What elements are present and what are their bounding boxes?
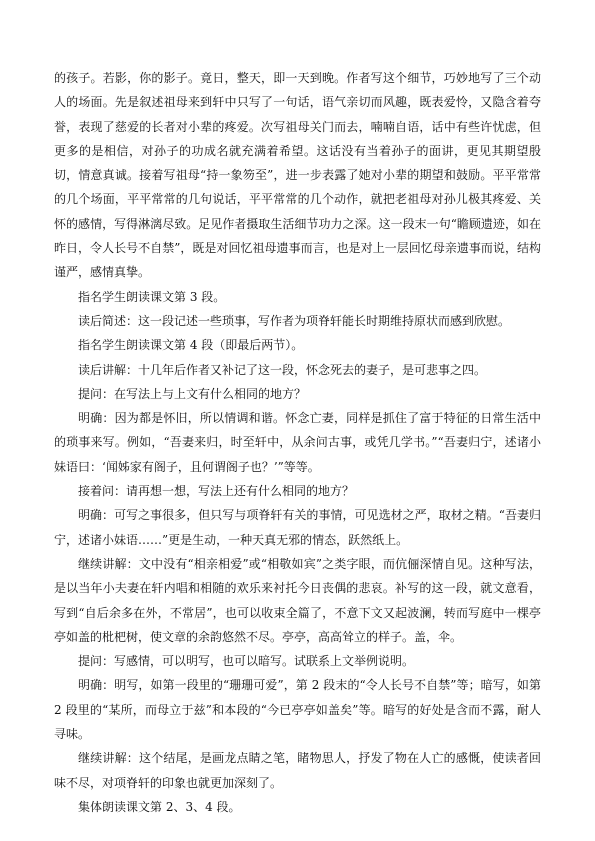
paragraph-question-3: 提问：写感情，可以明写，也可以暗写。试联系上文举例说明。 [78, 654, 415, 669]
paragraph-answer-1: 明确：因为都是怀旧，所以情调和谐。怀念亡妻，同样是抓住了富于特征的日常生活中的琐事来写。例如，“吾妻来归，时至轩中，从余问古事，或凭几学书。”“吾妻归宁，述诸小妹语曰：‘闻姊家有阁子，且何谓阁子也？’”等等。 [54, 411, 541, 474]
paragraph-question-1: 提问：在写法上与上文有什么相同的地方？ [78, 386, 307, 401]
paragraph-explanation-4: 读后讲解：十几年后作者又补记了这一段，怀念死去的妻子，是可悲事之四。 [78, 362, 487, 377]
paragraph-instruction-read-3: 指名学生朗读课文第 3 段。 [78, 289, 226, 304]
paragraph-question-2: 接着问：请再想一想，写法上还有什么相同的地方？ [78, 484, 355, 499]
paragraph-summary-3: 读后简述：这一段记述一些琐事，写作者为项脊轩能长时期维持原状而感到欣慰。 [78, 313, 511, 328]
paragraph-continuation: 的孩子。若影，你的影子。竟日，整天，即一天到晚。作者写这个细节，巧妙地写了三个动人的场面。先是叙述祖母来到轩中只写了一句话，语气亲切而风趣，既表爱怜，又隐含着夸誉，表现了慈爱的长者对小辈的疼爱。次写祖母关门而去，喃喃自语，话中有些许忧虑，但更多的是相信，对孙子的功成名就充满着希望。这话没有当着孙子的面讲，更见其期望殷切，情意真诚。接着写祖母“持一象笏至”，进一步表露了她对小辈的期望和鼓励。平平常常的几个场面，平平常常的几句说话，平平常常的几个动作，就把老祖母对孙儿极其疼爱、关怀的感情，写得淋漓尽致。足见作者摄取生活细节功力之深。这一段末一句“瞻顾遗迹，如在昨日，令人长号不自禁”，既是对回忆祖母遗事而言，也是对上一层回忆母亲遗事而说，结构谨严，感情真挚。 [54, 71, 541, 280]
paragraph-answer-2: 明确：可写之事很多，但只写与项脊轩有关的事情，可见选材之严，取材之精。“吾妻归宁，述诸小妹语……”更是生动，一种天真无邪的情态，跃然纸上。 [54, 508, 541, 547]
paragraph-explanation-continued-1: 继续讲解：文中没有“相亲相爱”或“相敬如宾”之类字眼，而伉俪深情自见。这种写法，是以当年小夫妻在轩内唱和相随的欢乐来衬托今日丧偶的悲哀。补写的这一段，就文意看，写到“自后余多在外，不常居”，也可以收束全篇了，不意下文又起波澜，转而写庭中一棵亭亭如盖的枇杷树，使文章的余韵悠然不尽。亭亭，高高耸立的样子。盖，伞。 [54, 556, 541, 644]
paragraph-answer-3: 明确：明写，如第一段里的“珊珊可爱”，第 2 段末的“令人长号不自禁”等；暗写，如第 2 段里的“某所，而母立于兹”和本段的“今已亭亭如盖矣”等。暗写的好处是含而不露，耐人寻味。 [54, 678, 541, 742]
paragraph-instruction-read-4: 指名学生朗读课文第 4 段（即最后两节）。 [78, 338, 304, 353]
paragraph-explanation-continued-2: 继续讲解：这个结尾，是画龙点睛之笔，睹物思人，抒发了物在人亡的感慨，使读者回味不尽，对项脊轩的印象也就更加深刻了。 [54, 751, 541, 790]
paragraph-instruction-group-read: 集体朗读课文第 2、3、4 段。 [78, 799, 241, 814]
document-page [54, 66, 541, 819]
